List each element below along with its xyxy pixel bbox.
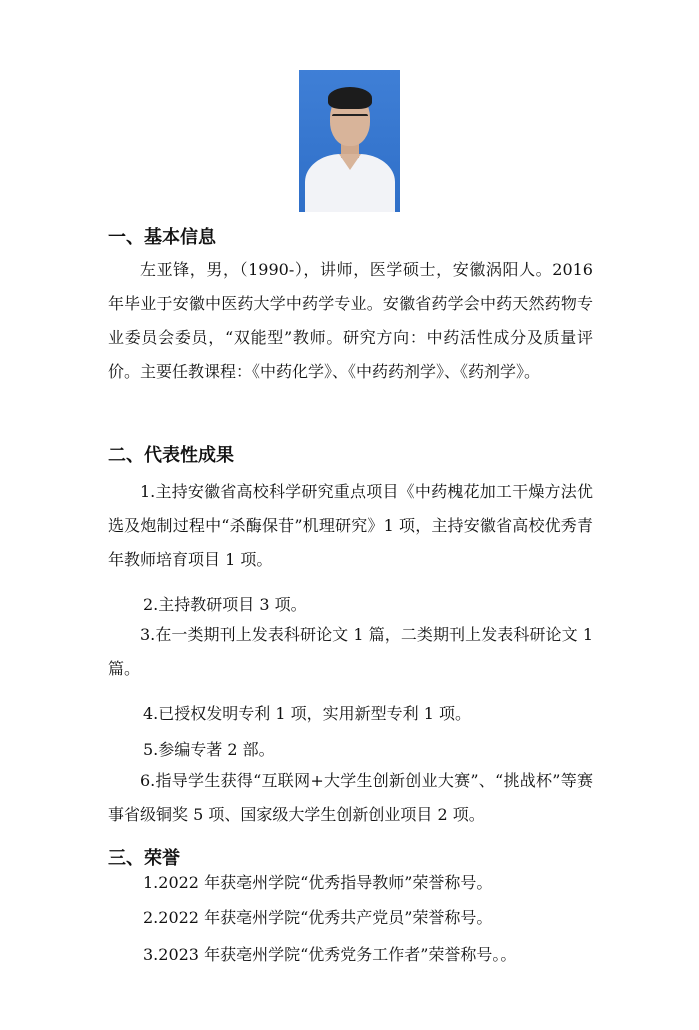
achievement-item: 3.在一类期刊上发表科研论文 1 篇，二类期刊上发表科研论文 1 篇。 [108, 625, 593, 678]
section-heading-honors: 三、荣誉 [108, 848, 180, 869]
achievement-item: 5.参编专著 2 部。 [143, 740, 275, 759]
achievement-item: 2.主持教研项目 3 项。 [143, 595, 307, 614]
honor-item: 3.2023 年获亳州学院“优秀党务工作者”荣誉称号。。 [143, 945, 517, 964]
profile-photo [299, 70, 400, 212]
achievement-item: 6.指导学生获得“互联网+大学生创新创业大赛”、“挑战杯”等赛事省级铜奖 5 项、国家级大学生创新创业项目 2 项。 [108, 771, 593, 824]
section-heading-achievements: 二、代表性成果 [108, 445, 234, 466]
achievement-item: 1.主持安徽省高校科学研究重点项目《中药槐花加工干燥方法优选及炮制过程中“杀酶保苷”机理研究》1 项，主持安徽省高校优秀青年教师培育项目 1 项。 [108, 482, 593, 569]
honor-item: 2.2022 年获亳州学院“优秀共产党员”荣誉称号。 [143, 908, 493, 927]
basic-info-paragraph: 左亚锋，男，（1990-），讲师，医学硕士，安徽涡阳人。2016 年毕业于安徽中医药大学中药学专业。安徽省药学会中药天然药物专业委员会委员，“双能型”教师。研究方向：中药活性成分及质量评价。主要任教课程：《中药化学》、《中药药剂学》、《药剂学》。 [108, 260, 593, 381]
section-heading-basic-info: 一、基本信息 [108, 227, 216, 248]
achievement-item: 4.已授权发明专利 1 项，实用新型专利 1 项。 [143, 704, 471, 723]
honor-item: 1.2022 年获亳州学院“优秀指导教师”荣誉称号。 [143, 873, 493, 892]
